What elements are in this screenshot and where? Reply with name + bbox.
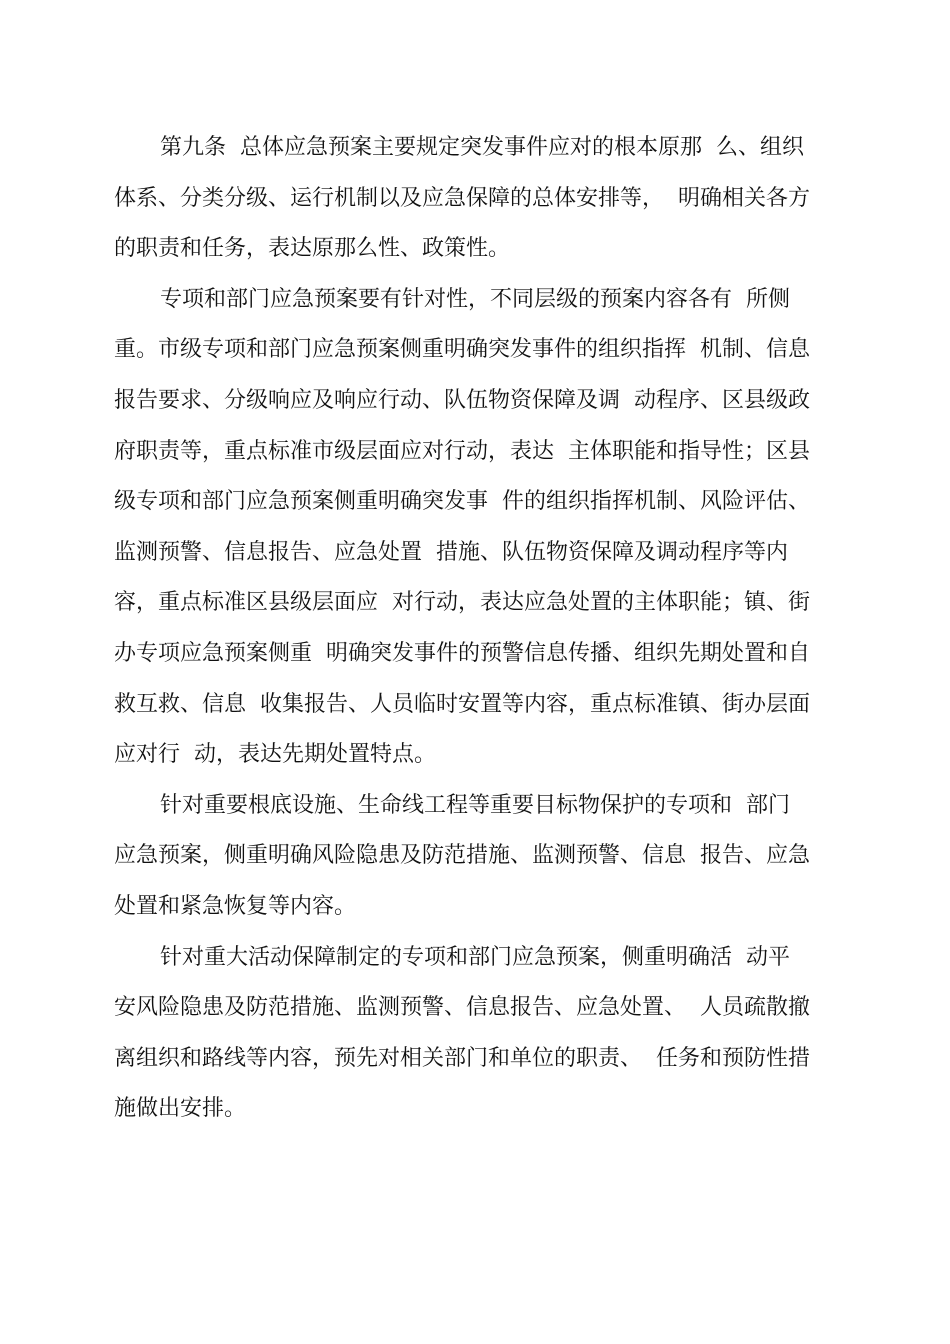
text-line: 针对重要根底设施、生命线工程等重要目标物保护的专项和 部门: [160, 792, 790, 818]
text-line: 应对行 动，表达先期处置特点。: [114, 742, 436, 768]
text-line: 应急预案，侧重明确风险隐患及防范措施、监测预警、信息 报告、应急: [114, 843, 810, 869]
text-line: 报告要求、分级响应及响应行动、队伍物资保障及调 动程序、区县级政: [114, 387, 810, 413]
text-line: 办专项应急预案侧重 明确突发事件的预警信息传播、组织先期处置和自: [114, 640, 810, 666]
text-line: 监测预警、信息报告、应急处置 措施、队伍物资保障及调动程序等内: [114, 539, 788, 565]
text-line: 施做出安排。: [114, 1096, 247, 1122]
text-line: 容，重点标准区县级层面应 对行动，表达应急处置的主体职能；镇、街: [114, 590, 810, 616]
paragraph-special-plans: [114, 275, 850, 781]
document-body: [114, 123, 850, 1135]
text-line: 体系、分类分级、运行机制以及应急保障的总体安排等， 明确相关各方: [114, 185, 810, 211]
text-line: 针对重大活动保障制定的专项和部门应急预案，侧重明确活 动平: [160, 944, 790, 970]
text-line: 救互救、信息 收集报告、人员临时安置等内容，重点标准镇、街办层面: [114, 691, 810, 717]
paragraph-infrastructure: [114, 781, 850, 933]
paragraph-article-9: [114, 123, 850, 275]
text-line: 专项和部门应急预案要有针对性，不同层级的预案内容各有 所侧: [160, 286, 790, 312]
text-line: 府职责等，重点标准市级层面应对行动，表达 主体职能和指导性；区县: [114, 438, 810, 464]
text-line: 的职责和任务，表达原那么性、政策性。: [114, 236, 511, 262]
text-line: 第九条 总体应急预案主要规定突发事件应对的根本原那 么、组织: [160, 135, 804, 160]
text-line: 处置和紧急恢复等内容。: [114, 893, 357, 919]
text-line: 重。市级专项和部门应急预案侧重明确突发事件的组织指挥 机制、信息: [114, 337, 810, 363]
paragraph-major-events: [114, 933, 850, 1135]
text-line: 安风险隐患及防范措施、监测预警、信息报告、应急处置、 人员疏散撤: [114, 995, 810, 1021]
text-line: 级专项和部门应急预案侧重明确突发事 件的组织指挥机制、风险评估、: [114, 489, 810, 515]
text-line: 离组织和路线等内容，预先对相关部门和单位的职责、 任务和预防性措: [114, 1045, 810, 1071]
